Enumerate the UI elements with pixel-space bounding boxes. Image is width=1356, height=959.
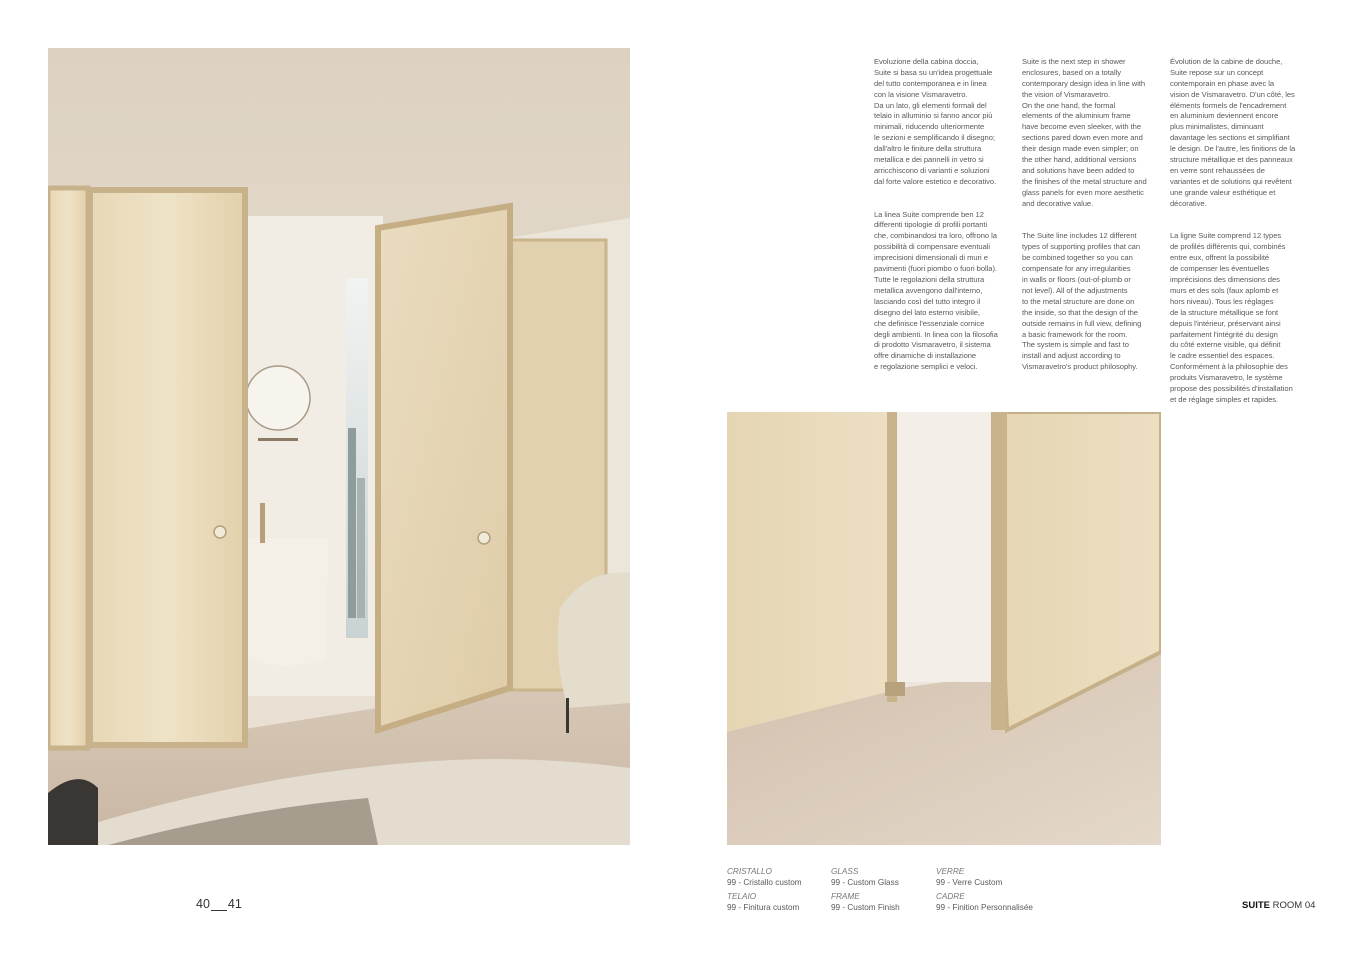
page-left-number: 40 (196, 897, 210, 911)
english-paragraph: Suite is the next step in shower enclosures, based on a totally contemporary design idea in line with the vision of Vismaravetro. On the one hand, the formal elements of the aluminium frame have become even sleeker, with the sections pared down even more and their design made even simpler; on the other hand, additional versions and solutions have been added to the finishes of the metal structure and glass panels for even more aesthetic and decorative value. (1022, 56, 1147, 208)
french-paragraph: Évolution de la cabine de douche, Suite repose sur un concept contemporain en phase avec la vision de Vismaravetro. D'un côté, les éléments formels de l'encadrement en aluminium deviennent encore plus minimalistes, diminuant davantage les sections et simplifiant le design. De l'autre, les finitions de la structure métallique et des panneaux en verre sont rehaussées de variantes et de solutions qui revêtent une grande valeur esthétique et décorative. (1170, 56, 1296, 208)
brand-name: SUITE (1242, 900, 1270, 911)
spec-it-frame (727, 891, 799, 913)
section-name: ROOM 04 (1272, 900, 1316, 911)
french-paragraph: La ligne Suite comprend 12 types de profilés différents qui, combinés entre eux, offrent la possibilité de compenser les éventuelles imprécisions des dimensions des murs et des sols (faux aplomb et hors niveau). Tous les réglages de la structure métallique se font depuis l'intérieur, préservant ainsi parfaitement l'intégrité du design du côté externe visible, qui définit le cadre essentiel des espaces. Conformément à la philosophie des produits Vismaravetro, le système propose des possibilités d'installation et de réglage simples et rapides. (1170, 231, 1293, 404)
page-numbers (196, 897, 242, 911)
spec-en-glass (831, 866, 899, 888)
spec-value: 99 - Finition Personnalisée (936, 903, 1033, 912)
page-right-number: 41 (227, 897, 242, 911)
spec-label: CADRE (936, 892, 965, 901)
italian-text-column (874, 46, 1014, 395)
italian-paragraph: La linea Suite comprende ben 12 differenti tipologie di profili portanti che, combinandosi tra loro, offrono la possibilità di compensare eventuali imprecisioni dimensionali di muri e pavimenti (fuori piombo o fuori bolla). Tutte le regolazioni della struttura metallica avvengono dall'interno, lasciando così del tutto integro il disegno del lato esterno visibile, che definisce l'essenziale cornice degli ambienti. In linea con la filosofia di prodotto Vismaravetro, il sistema offre dinamiche di installazione e regolazione semplici e veloci. (874, 209, 998, 372)
spec-value: 99 - Cristallo custom (727, 878, 802, 887)
spec-en-frame (831, 891, 900, 913)
spec-label: FRAME (831, 892, 860, 901)
spec-value: 99 - Custom Finish (831, 903, 900, 912)
spec-label: GLASS (831, 867, 859, 876)
spec-fr-glass (936, 866, 1002, 888)
section-label (1242, 900, 1315, 911)
french-text-column (1170, 46, 1310, 428)
main-interior-photo (48, 48, 630, 845)
english-text-column (1022, 46, 1162, 395)
spec-value: 99 - Finitura custom (727, 903, 800, 912)
spec-fr-frame (936, 891, 1033, 913)
door-detail-photo (727, 412, 1161, 845)
spec-value: 99 - Verre Custom (936, 878, 1003, 887)
spec-it-glass (727, 866, 802, 888)
page-separator (211, 899, 227, 911)
italian-paragraph: Evoluzione della cabina doccia, Suite si basa su un'idea progettuale del tutto contemporanea e in linea con la visione Vismaravetro. Da un lato, gli elementi formali del telaio in alluminio si fanno ancor più minimali, riducendo ulteriormente le sezioni e semplificando il disegno; dall'altro le finiture della struttura metallica e dei pannelli in vetro si arricchiscono di varianti e soluzioni dal forte valore estetico e decorativo. (874, 56, 997, 186)
spec-label: TELAIO (727, 892, 757, 901)
spec-label: CRISTALLO (727, 867, 772, 876)
english-paragraph: The Suite line includes 12 different types of supporting profiles that can be combined together so you can compensate for any irregularities in walls or floors (out-of-plumb or not level). All of the adjustments to the metal structure are done on the inside, so that the design of the outside remains in full view, defining a basic framework for the room. The system is simple and fast to install and adjust according to Vismaravetro's product philosophy. (1022, 231, 1142, 372)
spec-value: 99 - Custom Glass (831, 878, 899, 887)
spec-label: VERRE (936, 867, 965, 876)
